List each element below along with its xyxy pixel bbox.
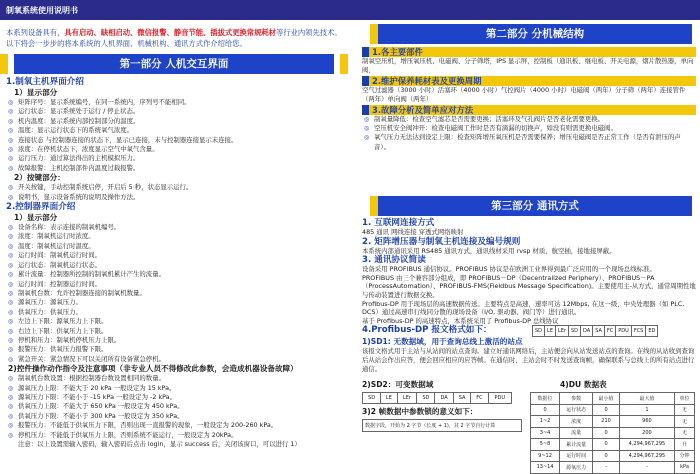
list-item <box>6 107 348 116</box>
list-item-text: 紧急开关：紧急情况下可以关闭所有设备紧急停机。 <box>18 354 165 363</box>
frame-cell: FC <box>604 326 615 337</box>
list-item-text: 温度：显示运行状态下的系统氧气浓度。 <box>18 126 134 135</box>
list-item-text: 氧气压力无法达到设定上限：检查矩阵增压氧压机是否需要保养；增压电磁阀是否正常工作（是否有泄压的声音）。 <box>374 133 681 151</box>
du-header-cell: 最小值 <box>593 393 620 405</box>
frame-format-table <box>532 325 658 337</box>
list-item <box>6 280 348 289</box>
du-cell: 1~2 <box>531 416 560 428</box>
list-item <box>6 136 348 145</box>
list-item-text: 运行状态：制氧机运行状态。 <box>18 260 102 269</box>
list-item <box>6 126 348 135</box>
frame-cell: SA <box>593 326 605 337</box>
bullet-icon: ◎ <box>364 115 370 123</box>
s2-title: 2.控制器界面介绍 <box>6 202 76 213</box>
du-block <box>530 380 695 474</box>
frame-cell: LEr <box>555 326 568 337</box>
list-item <box>6 117 348 126</box>
list-item <box>6 164 348 173</box>
du-cell: 210 <box>593 416 620 428</box>
du-table <box>530 392 695 474</box>
list-item <box>6 183 348 192</box>
list-item <box>6 384 348 393</box>
list-item-text: 空压机安全阀冲开：检查电磁阀工作时是否有滴漏的切换声，如没有则需更换电磁阀。 <box>374 124 617 133</box>
table-row <box>531 450 695 462</box>
intro-paragraph <box>6 27 348 49</box>
du-cell: 960 <box>619 416 674 428</box>
bullet-icon: ◎ <box>8 431 14 439</box>
list-item <box>6 393 348 402</box>
bullet-icon: ◎ <box>8 299 14 307</box>
part1-header <box>14 54 334 74</box>
p3-s3-title: 3. 通讯协议简读 <box>362 255 426 266</box>
table-row <box>531 427 695 439</box>
du-cell: 累计流量 <box>560 439 593 451</box>
sd2-frame-cell: LE <box>381 393 398 404</box>
bullet-icon: ◎ <box>8 108 14 116</box>
list-item-text: 源氧压力下限：不能小于 -15 kPa 一般设定为 -2 kPa。 <box>18 392 176 401</box>
list-item-text: 源氧压力：源氧压力。 <box>18 298 82 307</box>
list-item <box>6 355 348 364</box>
s2-item-list <box>6 223 348 364</box>
sd2-frame-cell: SD <box>363 393 381 404</box>
du-cell: - <box>619 462 674 474</box>
bullet-icon: ◎ <box>8 146 14 154</box>
list-item-text: 运行压力：通过算法得出的主机模拟压力。 <box>18 154 140 163</box>
p2-s3-bar <box>362 105 696 115</box>
p3-s3-p3: Profibus-DP 用于现场层的高速数据传送。主要特点是高速，速率可达 12Mbps, 在这一级，中央处理器（如 PLC, DCS）通过高速串行线同分散的现场设备（I/O, 驱动器、阀门等）进行通讯。 <box>362 299 685 317</box>
list-item-text: 设备名称：表示连接的制氧机编号。 <box>18 223 121 232</box>
p2-s1-bar <box>362 47 696 57</box>
sd2-block <box>362 380 522 470</box>
bullet-icon: ◎ <box>8 375 14 383</box>
list-item-text: 机内温度：显示系统内部控制部分的温度。 <box>18 116 140 125</box>
p2-s3-item-list <box>362 115 696 153</box>
frame-cell: SD <box>533 326 545 337</box>
s1-title: 1.制氧主机界面介绍 <box>6 77 84 87</box>
part1-header-accent-right <box>340 54 348 74</box>
du-title: 4)DU 数据表 <box>560 380 607 389</box>
p2-s1-title: 1.各主要部件 <box>372 47 423 57</box>
part3-header <box>378 196 692 216</box>
part3-header-accent-left <box>370 196 378 216</box>
s1-item-list <box>6 98 348 173</box>
list-item <box>6 298 348 307</box>
p3-s2-title: 2. 矩阵增压器与制氧主机连接及编号规则 <box>362 236 521 247</box>
list-item-text: 说明书，显示设备系统的说明及操作方法。 <box>18 192 140 201</box>
settings-note: 注意：以上设置需输入密码，输入密码后点击 login，显示 success 后，关闭该窗口，可以进行 1） <box>18 440 301 448</box>
s1-keys-title: 2）按键部分： <box>14 173 65 183</box>
list-item <box>362 133 696 152</box>
p2-s3-title: 3.故障分析及简单应对方法 <box>372 104 474 115</box>
bullet-icon: ◎ <box>8 393 14 401</box>
list-item <box>6 270 348 279</box>
intro-highlight: 具有启动、缺相启动、微信报警、静音节能、插拔式更换常规耗材 <box>64 28 276 37</box>
sd2-frame-cell: PDU <box>488 393 511 404</box>
bullet-icon: ◎ <box>8 280 14 288</box>
list-item <box>6 431 348 440</box>
part1-title: 第一部分 人机交互界面 <box>119 58 229 70</box>
s2-ops-title: 2)控件操作动作指令及注意事项（非专业人员不得修改此参数，会造成机器设备故障） <box>8 364 298 374</box>
list-item <box>6 421 348 430</box>
p3-s1-text: 485 通讯 网线连接 穿透式网络映射 <box>362 228 464 236</box>
p2-s1-text: 制氧空压机，增压氧压机、电磁阀、分子筛塔，IPS 显示屏，控制板（通讯板、继电板、开关电源，烟片散热器，单向阀， <box>362 57 694 75</box>
bullet-icon: ◎ <box>8 164 14 172</box>
part2-body <box>362 47 696 152</box>
sd2-frame-cell: SA <box>453 393 471 404</box>
bullet-icon: ◎ <box>8 261 14 269</box>
bullet-icon: ◎ <box>8 193 14 201</box>
du-header-cell: 参数 <box>560 393 593 405</box>
list-item <box>6 251 348 260</box>
part3-title: 第三部分 通讯方式 <box>491 200 579 212</box>
du-cell: 运行时间 <box>560 450 593 462</box>
du-header-cell: 数据位 <box>531 393 560 405</box>
list-item-text: 报警压力：供氧压力报警下限。 <box>18 345 108 354</box>
table-row <box>531 404 695 416</box>
table-row <box>531 416 695 428</box>
list-item <box>6 345 348 354</box>
list-item <box>6 336 348 345</box>
frame-cell: SD <box>569 326 581 337</box>
sd2-frame-cell: SD <box>417 393 435 404</box>
bullet-icon: ◎ <box>8 99 14 106</box>
du-cell: 浓度 <box>560 416 593 428</box>
p3-s2-text: 本系统内部通讯采用 RS485 通讯方式，通讯线材采用 rvsp 材质，航空插，接地接屏蔽。 <box>362 246 616 255</box>
p3-s3-p2: PROFIBUS 由三个兼容部分组成，即 PROFIBUS－DP（Decentralized Periphery）、PROFIBUS－PA（ProcessAutomation）、PROFIBUS-FMS(Fieldbus Message Specification)。主要使用主-从方式，通常周期性地与传动装置进行数据交换。 <box>362 273 696 299</box>
frame-cell: DA <box>581 326 593 337</box>
list-item-text: 矩阵序号：显示系统编号，在同一系统内，序列号不能相同。 <box>18 98 191 106</box>
table-row <box>531 462 695 474</box>
du-header-cell: 单位 <box>675 393 695 405</box>
list-item <box>362 115 696 124</box>
du-cell: 无 <box>675 416 695 428</box>
bullet-icon: ◎ <box>8 318 14 326</box>
du-cell: 4,294,967,295 <box>619 439 674 451</box>
part3-body <box>362 218 696 373</box>
list-item-text: 制氧机台数设置：根据控制器台数设置相同的数量。 <box>18 374 165 383</box>
list-item <box>6 154 348 163</box>
du-cell: 流量 <box>560 427 593 439</box>
sd1-text: 该报文格式用于主站与从站间的站点查询。建立好通讯网络后，主站便会向从站发送站点的查询。在线的从站收到查询后从站会作出应答，便会回应相应的应答帧。在通信时，主站会时不时发送查询帧，确保联系与总线上的所有站点进行通信。 <box>362 347 695 373</box>
intro-suffix: 等行业内领先技术。以下将会一步步的将本系统的人机界面、机械机构、通讯方式作介绍给您。 <box>6 28 342 48</box>
list-item <box>6 289 348 298</box>
du-cell: 分钟 <box>675 450 695 462</box>
table-row <box>531 439 695 451</box>
list-item-text: 浓度：制氧机运行时浓度。 <box>18 232 95 241</box>
list-item-text: 供氧压力上限：不能大于 650 kPa 一般设定为 450 kPa。 <box>18 402 184 411</box>
list-item-text: 故障报警：主机控制部件内温度过载报警。 <box>18 163 140 172</box>
list-item-text: 温度：制氧机运行时温度。 <box>18 241 95 250</box>
du-header-cell: 最大值 <box>619 393 674 405</box>
du-cell: 0 <box>593 427 620 439</box>
bullet-icon: ◎ <box>8 422 14 430</box>
du-cell: 0 <box>531 404 560 416</box>
list-item-text: 累计流量：控制器所控制的制氧机累计产生的流量。 <box>18 270 165 279</box>
list-item <box>6 242 348 251</box>
sd2-frame-cell: LEr <box>397 393 417 404</box>
p3-s1-title: 1. 互联网连接方式 <box>362 218 435 228</box>
du-cell: 13~14 <box>531 462 560 474</box>
list-item <box>6 412 348 421</box>
du-cell: 无 <box>675 404 695 416</box>
du-cell: 源氧压力 <box>560 462 593 474</box>
frame-cell: PDU <box>616 326 632 337</box>
sd2-frame-cell: DA <box>435 393 453 404</box>
s2-ops-list <box>6 374 348 440</box>
list-item-text: 开关按键，手动控制系统启停，开启后 5 秒，状态显示运行。 <box>18 183 193 192</box>
sd2-title: 2)SD2：可变数据域 <box>362 380 434 389</box>
part2-title: 第二部分 分机械结构 <box>485 28 585 40</box>
bullet-icon: ◎ <box>8 127 14 135</box>
du-cell: 200 <box>619 427 674 439</box>
du-cell: 0 <box>593 450 620 462</box>
p3-s3-text: 设备采用 PROFIBUS 通信协议。PROFIBUS 协议是在欧洲工业界得到最广泛应用的一个现场总线标准。 <box>362 265 656 274</box>
sd2-frame-cell: FC <box>471 393 488 404</box>
p2-s2-bar <box>362 76 696 86</box>
part2-header <box>378 24 692 44</box>
sd2-frame-table <box>362 392 512 404</box>
bullet-icon: ◎ <box>8 224 14 232</box>
list-item-text: 运行状态：显示系统处于运行 / 停止状态。 <box>18 107 140 116</box>
list-item-text: 制氧机台数：允许控制器连接的制氧机数量。 <box>18 288 146 297</box>
list-item <box>6 193 348 202</box>
list-item-text: 制氧量降低：检查空气滤芯是否需要更换；活塞环及气孔阀片是否老化需要更换。 <box>374 114 605 123</box>
part1-header-accent-left <box>0 54 8 74</box>
sd1-title: 1)SD1: 无数据域，用于查询总线上激活的站点 <box>362 337 523 347</box>
bullet-icon: ◎ <box>8 242 14 250</box>
list-item <box>6 308 348 317</box>
frame-cell: FCS <box>631 326 646 337</box>
list-item-text: 停机压力：不能低于供氧压力上限，否则系统不能运行，一般设定为 20kPa。 <box>18 430 238 439</box>
fn-title: 3)2 帧数据中参数锁的意义如下： <box>362 407 478 416</box>
bullet-icon: ◎ <box>8 155 14 163</box>
list-item-text: 连接状态 与控制器连接的状态下，显示已连接，未与控制器连接显示未连接。 <box>18 135 238 144</box>
p3-s4-title: 4.Profibus-DP 报文格式如下： <box>362 325 492 336</box>
list-item-text: 停机和压力：制氧机停机压力上限。 <box>18 335 121 344</box>
bullet-icon: ◎ <box>8 233 14 241</box>
du-cell: 5~8 <box>531 439 560 451</box>
part2-header-accent-left <box>370 24 378 44</box>
bullet-icon: ◎ <box>8 346 14 354</box>
bullet-icon: ◎ <box>8 271 14 279</box>
du-cell: 9~12 <box>531 450 560 462</box>
list-item <box>6 317 348 326</box>
s1-key-list <box>6 183 348 202</box>
p3-s3-p4: 基于 Profibus-DP 的高速特点，本系统采用了 Profibus-DP 总线协议 <box>362 316 559 325</box>
du-cell: 升 <box>675 439 695 451</box>
list-item-text: 右边上下限：供氧压力上下限。 <box>18 326 108 335</box>
bullet-icon: ◎ <box>364 125 370 133</box>
bullet-icon: ◎ <box>364 134 370 142</box>
list-item <box>6 327 348 336</box>
list-item-text: 浓度：在停机状态下，浓度显示空气中氧气含量。 <box>18 145 159 154</box>
intro-prefix: 本系列设备具有， <box>6 28 65 37</box>
frame-cell: ED <box>646 326 658 337</box>
du-cell: 0 <box>593 404 620 416</box>
du-cell: 3~4 <box>531 427 560 439</box>
bullet-icon: ◎ <box>8 412 14 420</box>
du-cell: 4,294,967,295 <box>619 450 674 462</box>
du-cell: - <box>593 462 620 474</box>
bullet-icon: ◎ <box>8 184 14 192</box>
bullet-icon: ◎ <box>8 327 14 335</box>
title-bar <box>0 0 700 20</box>
list-item <box>6 374 348 383</box>
bullet-icon: ◎ <box>8 336 14 344</box>
list-item-text: 源氧压力上限：不能大于 20 kPa 一般设定为 15 kPa。 <box>18 383 176 392</box>
list-item-text: 运行时间：制氧机运行时间。 <box>18 251 102 260</box>
part1-body <box>6 77 348 449</box>
fn-note: 数据字段，开始为 2 字节（长度 + 1)，其 2 字节自行计算 <box>362 419 522 432</box>
p2-s2-text: 空气过滤器（3000 小时）活塞环（4000 小时）气控阀片（4000 小时）电磁阀（两年）分子筛（两年）连接管件（两年）单向阀（两年） <box>362 85 686 104</box>
bullet-icon: ◎ <box>8 384 14 392</box>
du-cell: 运行状态 <box>560 404 593 416</box>
p2-s2-title: 2.维护保养耗材表及更换周期 <box>372 75 482 86</box>
du-cell: 无 <box>675 427 695 439</box>
list-item <box>6 98 348 107</box>
bullet-icon: ◎ <box>8 308 14 316</box>
list-item-text: 运行时间：控制器运行时间。 <box>18 279 102 288</box>
s1-display-title: 1）显示部分 <box>14 88 58 97</box>
bullet-icon: ◎ <box>8 355 14 363</box>
du-cell: 1 <box>619 404 674 416</box>
bullet-icon: ◎ <box>8 289 14 297</box>
list-item-text: 报警压力：不能低于供氧压力下限，否则出现一直报警的现象，一般设定为 200-260 kPa。 <box>18 421 278 430</box>
document-title: 制氧系统使用说明书 <box>6 5 78 15</box>
list-item <box>6 232 348 241</box>
list-item <box>6 261 348 270</box>
list-item-text: 供氧压力下限：不能小于 300 kPa 一般设定为 350 kPa。 <box>18 411 184 420</box>
bullet-icon: ◎ <box>8 252 14 260</box>
du-cell: kPa <box>675 462 695 474</box>
du-cell: 0 <box>593 439 620 451</box>
frame-cell: LE <box>545 326 556 337</box>
bullet-icon: ◎ <box>8 403 14 411</box>
bullet-icon: ◎ <box>8 136 14 144</box>
list-item-text: 供氧压力：供氧压力。 <box>18 307 82 316</box>
bullet-icon: ◎ <box>8 117 14 125</box>
s2-display-title: 1）显示部分 <box>14 213 58 223</box>
list-item <box>6 402 348 411</box>
list-item-text: 左边上下限：源氧压力上下限。 <box>18 317 108 326</box>
